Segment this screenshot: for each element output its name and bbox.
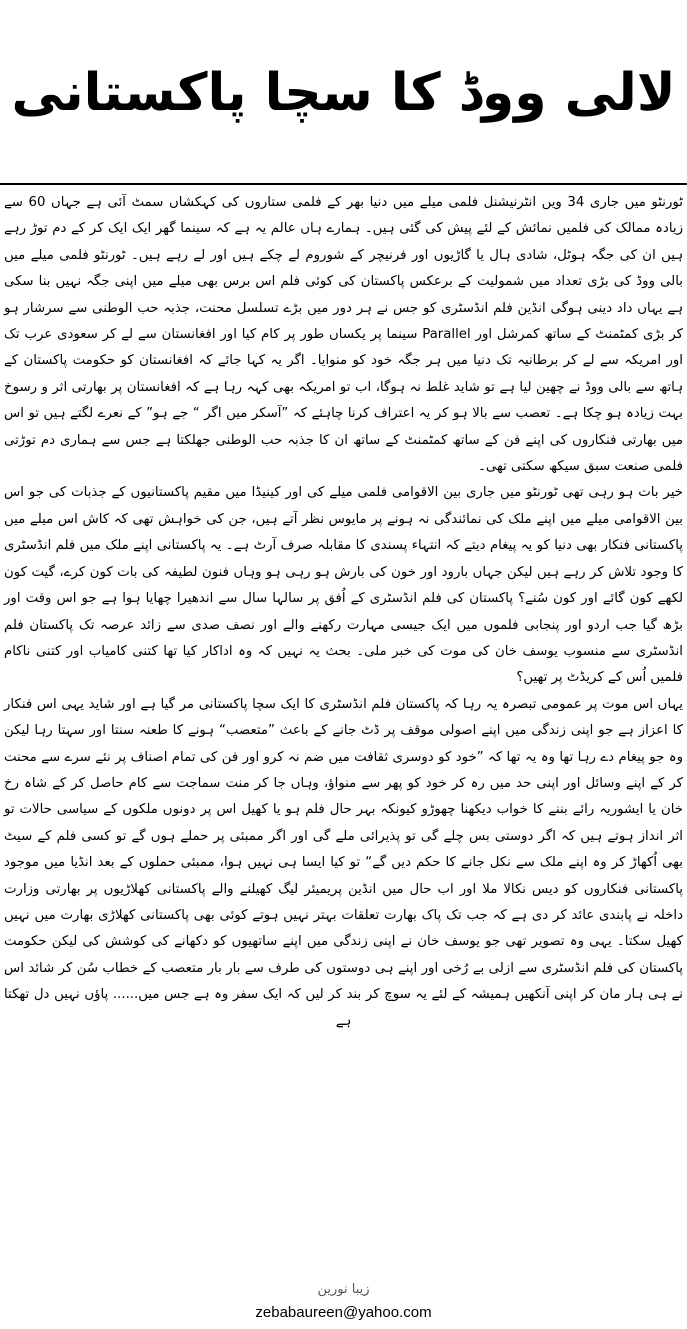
author-email[interactable]: zebabaureen@yahoo.com	[255, 1304, 432, 1321]
article-headline: لالی ووڈ کا سچا پاکستانی	[11, 63, 676, 123]
headline-divider	[0, 183, 687, 185]
article-body	[4, 190, 683, 1035]
article-paragraph-3: یہاں اس موت پر عمومی تبصرہ یہ رہا کہ پاکستان فلم انڈسٹری کا ایک سچا پاکستانی مر گیا ہے اور شاید یہی اس فنکار کا اعزاز ہے جو اپنی زندگی میں اپنے اصولی موقف پر ڈٹ جانے کے باعث ”متعصب“ ہونے کا طعنہ سنتا اور سہتا رہا لیکن وہ جو پیغام دے رہا تھا وہ یہ تھا کہ ”خود کو دوسری ثقافت میں ضم نہ کرو اور فن کی تمام اصناف پر نئے سرے سے محنت کر کے اپنے وسائل اور اپنی حد میں رہ کر خود کو پھر سے منواؤ، وہاں جا کر منت سماجت سے کام حاصل کر کے شاہ رخ خان یا ایشوریہ رائے بننے کا خواب دیکھنا چھوڑو کیونکہ بہر حال فلم ہو یا کھیل اس پر دونوں ملکوں کے سیاسی حالات تو اثر انداز ہوتے ہیں کہ اگر دوستی بس چلے گی تو پذیرائی ملے گی اور اگر ممبئی پر حملے ہوں گے تو کسی فلم کے سیٹ بھی اُکھاڑ کر وہ اپنے ملک سے نکل جانے کا حکم دیں گے“ تو کیا ایسا ہی نہیں ہوا، ممبئی حملوں کے بعد انڈیا میں موجود پاکستانی فنکاروں کو دیس نکالا ملا اور اب حال میں انڈین پریمیئر لیگ کھیلنے والے پاکستانی کھلاڑیوں پر بھارتی وزارت داخلہ نے پابندی عائد کر دی ہے کہ جب تک پاک بھارت تعلقات بہتر نہیں ہوتے کوئی بھی پاکستانی کھلاڑی بھارت میں نہیں کھیل سکتا۔ یہی وہ تصویر تھی جو یوسف خان نے اپنی زندگی میں اپنے ساتھیوں کو دکھانے کی کوشش کی لیکن حکومت پاکستان کی فلم انڈسٹری سے ازلی بے رُخی اور اپنے ہی دوستوں کی طرف سے بار بار متعصب کے خطاب سُن کر شائد اس نے ہی ہار مان کر اپنی آنکھیں ہمیشہ کے لئے یہ سوچ کر بند کر لیں کہ ایک سفر وہ ہے جس میں...... پاؤں نہیں دل تھکتا ہے	[4, 696, 683, 1029]
article-paragraph-1: ٹورنٹو میں جاری 34 ویں انٹرنیشنل فلمی میلے میں دنیا بھر کے فلمی ستاروں کی کہکشاں سمٹ آئی ہے جہاں 60 سے زیادہ ممالک کی فلمیں نمائش کے لئے پیش کی گئی ہیں۔ ہمارے ہاں عالم یہ ہے کہ سینما گھر ایک ایک کر کے دم توڑ رہے ہیں ان کی جگہ ہوٹل، شادی ہال یا گاڑیوں اور فرنیچر کے شوروم لے چکے ہیں اور لے رہے ہیں۔ ٹورنٹو فلمی میلے میں بالی ووڈ کی بڑی تعداد میں شمولیت کے برعکس پاکستان کی کوئی فلم اس برس بھی میلے میں اپنی جگہ نہیں بنا سکی ہے یہاں داد دینی ہوگی انڈین فلم انڈسٹری کو جس نے ہر دور میں بڑے تسلسل محنت، جذبہ حب الوطنی سے سرشار ہو کر بڑی کمٹمنٹ کے ساتھ کمرشل اور Parallel سینما پر یکساں طور پر کام کیا اور افغانستان سے لے کر سعودی عرب تک اور امریکہ سے لے کر برطانیہ تک دنیا میں ہر جگہ خود کو منوایا۔ اگر یہ کہا جائے کہ افغانستان کو حکومت پاکستان کے ہاتھ سے بالی ووڈ نے چھین لیا ہے تو شاید غلط نہ ہوگا، اب تو امریکہ بھی کہہ رہا ہے کہ افغانستان پر بھارتی اثر و رسوخ بہت زیادہ ہو چکا ہے۔ تعصب سے بالا ہو کر یہ اعتراف کرنا چاہئے کہ ”آسکر میں اگر “ جے ہو” کے نعرے لگتے ہیں تو اس میں بھارتی فنکاروں کی اپنے فن کے ساتھ کمٹمنٹ کے ساتھ ان کا جذبہ حب الوطنی جھلکتا ہے جس سے ہماری دم توڑتی فلمی صنعت سبق سیکھ سکتی تھی۔	[4, 195, 683, 475]
author-name: زیبا نورین	[317, 1282, 370, 1297]
article-paragraph-2: خیر بات ہو رہی تھی ٹورنٹو میں جاری بین الاقوامی فلمی میلے کی اور کینیڈا میں مقیم پاکستانیوں کے جذبات کی جو اس بین الاقوامی میلے میں اپنے ملک کی نمائندگی نہ ہونے پر مایوس نظر آتے ہیں، جن کی خواہش تھی کہ کاش اس میلے میں پاکستانی فنکار بھی دنیا کو یہ پیغام دیتے کہ انتہاء پسندی کا مقابلہ صرف آرٹ ہے۔ یہ پاکستانی اپنے ملک میں فلم انڈسٹری کا وجود تلاش کر رہے ہیں لیکن جہاں بارود اور خون کی بارش ہو رہی ہو وہاں فنون لطیفہ کی بات کون کرے، گیت کون لکھے کون گائے اور کون سُنے؟ پاکستان کی فلم انڈسٹری کے اُفق پر سالہا سال سے اندھیرا چھایا ہوا ہے جو اس وقت اور بڑھ گیا جب اردو اور پنجابی فلموں میں ایک جیسی مہارت رکھنے والے اور نصف صدی سے زائد عرصہ تک پاکستان فلم انڈسٹری سے منسوب یوسف خان کی موت کی خبر ملی۔ بحث یہ نہیں کہ وہ اداکار کیا تھا کتنی کامیاب اور کتنی ناکام فلمیں اُس کے کریڈٹ پر تھیں؟	[4, 485, 683, 686]
